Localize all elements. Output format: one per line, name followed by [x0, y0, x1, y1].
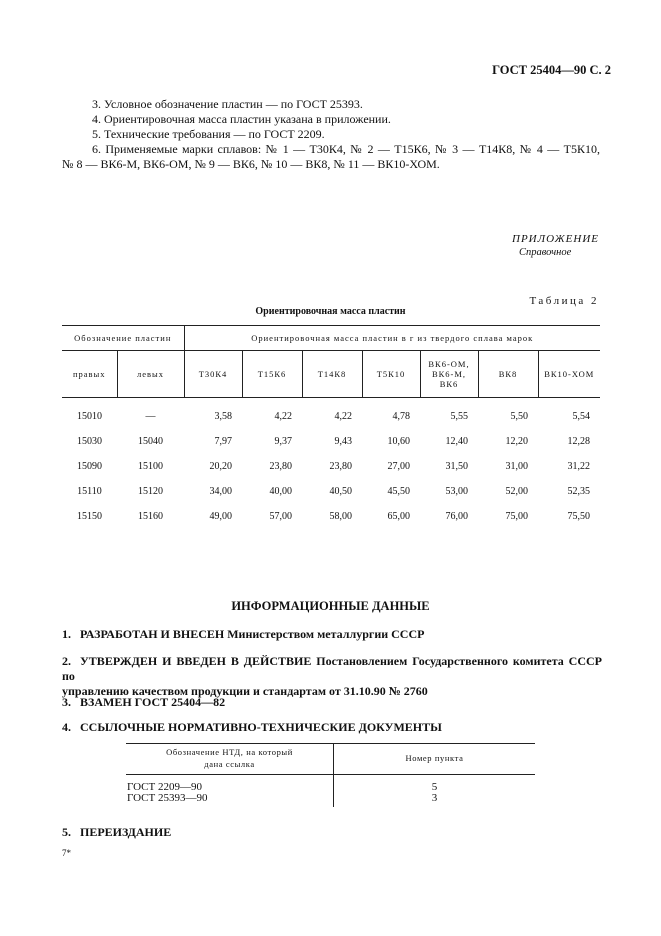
table-cell: ГОСТ 25393—90	[126, 793, 334, 807]
table-cell: 7,97	[214, 436, 232, 447]
info-item-number: 2.	[62, 654, 71, 668]
table-cell: 45,50	[387, 486, 410, 497]
info-item-text: ВЗАМЕН ГОСТ 25404—82	[80, 695, 226, 709]
ntd-col-header-line-1: Обозначение НТД, на который	[166, 747, 293, 757]
table-cell: 76,00	[445, 511, 468, 522]
col-header-vk10: ВК10-ХОМ	[538, 351, 600, 398]
info-item-number: 3.	[62, 695, 71, 709]
info-item-4	[62, 720, 602, 735]
table-cell: 27,00	[387, 461, 410, 472]
appendix-subtitle: Справочное	[519, 247, 572, 258]
col-header-t5k10: Т5К10	[362, 351, 420, 398]
info-item-number: 4.	[62, 720, 71, 734]
table-cell: 15120	[138, 486, 163, 497]
info-item-text-line-2: управлению качеством продукции и стандартам от 31.10.90 № 2760	[62, 684, 428, 698]
table-cell: 5,50	[510, 411, 528, 422]
table-cell: 15090	[77, 461, 102, 472]
table-cell: 58,00	[329, 511, 352, 522]
table-cell: 65,00	[387, 511, 410, 522]
info-section-title: ИНФОРМАЦИОННЫЕ ДАННЫЕ	[231, 599, 430, 613]
info-item-text: ССЫЛОЧНЫЕ НОРМАТИВНО-ТЕХНИЧЕСКИЕ ДОКУМЕНТЫ	[80, 720, 442, 734]
table-row	[62, 429, 600, 454]
ntd-col-header-clause: Номер пункта	[334, 744, 536, 775]
info-item-5	[62, 825, 602, 840]
footnote: 7*	[62, 848, 71, 858]
mass-table	[62, 325, 600, 529]
page-header: ГОСТ 25404—90 С. 2	[492, 63, 611, 77]
table-cell: 3,58	[214, 411, 232, 422]
table-cell: 75,00	[505, 511, 528, 522]
table-row	[126, 775, 535, 794]
table-cell: 40,50	[329, 486, 352, 497]
table-cell: 15160	[138, 511, 163, 522]
paragraph-6-line-1: 6. Применяемые марки сплавов: № 1 — Т30К4, № 2 — Т15К6, № 3 — Т14К8, № 4 — Т5К10,	[92, 142, 600, 156]
table-cell: 15100	[138, 461, 163, 472]
table-cell: 75,50	[567, 511, 590, 522]
paragraph-3: 3. Условное обозначение пластин — по ГОСТ 25393.	[92, 97, 363, 111]
info-item-2	[62, 654, 602, 699]
info-item-number: 1.	[62, 627, 71, 641]
ntd-col-header-document	[126, 744, 334, 775]
table-cell: —	[145, 411, 156, 422]
table-cell: 9,37	[274, 436, 292, 447]
table-cell: 12,40	[445, 436, 468, 447]
table-row	[62, 479, 600, 504]
table-cell: 31,22	[567, 461, 590, 472]
table-cell: 4,22	[334, 411, 352, 422]
table-cell: 15040	[138, 436, 163, 447]
info-item-text: РАЗРАБОТАН И ВНЕСЕН Министерством металлургии СССР	[80, 627, 425, 641]
table-cell: 15010	[77, 411, 102, 422]
table-cell: 9,43	[334, 436, 352, 447]
col-header-vk6: ВК6-ОМ, ВК6-М, ВК6	[420, 351, 478, 398]
table-cell: 10,60	[387, 436, 410, 447]
table-cell: 52,35	[567, 486, 590, 497]
group-header-mass: Ориентировочная масса пластин в г из твердого сплава марок	[184, 326, 600, 351]
table-cell: 23,80	[329, 461, 352, 472]
table-cell: 57,00	[269, 511, 292, 522]
table-cell: 31,00	[505, 461, 528, 472]
table-title: Ориентировочная масса пластин	[255, 306, 406, 317]
ntd-col-header-line-2: дана ссылка	[204, 759, 255, 769]
col-header-t14k8: Т14К8	[302, 351, 362, 398]
table-row	[62, 454, 600, 479]
table-cell: 15030	[77, 436, 102, 447]
table-cell: 5	[431, 781, 438, 793]
table-cell: 12,20	[505, 436, 528, 447]
table-cell: 31,50	[445, 461, 468, 472]
paragraph-6	[62, 142, 600, 172]
info-item-number: 5.	[62, 825, 71, 839]
info-item-text-line-1: УТВЕРЖДЕН И ВВЕДЕН В ДЕЙСТВИЕ Постановлением Государственного комитета СССР по	[62, 654, 602, 683]
table-cell: 12,28	[567, 436, 590, 447]
reference-documents-table	[126, 743, 535, 807]
table-row	[62, 398, 600, 430]
table-cell: 3	[431, 792, 438, 804]
paragraph-5: 5. Технические требования — по ГОСТ 2209.	[92, 127, 325, 141]
paragraph-6-line-2: № 8 — ВК6-М, ВК6-ОМ, № 9 — ВК6, № 10 — ВК8, № 11 — ВК10-ХОМ.	[62, 157, 440, 171]
paragraph-4: 4. Ориентировочная масса пластин указана в приложении.	[92, 112, 391, 126]
table-row	[126, 793, 535, 807]
table-cell: 4,22	[274, 411, 292, 422]
col-header-left: левых	[117, 351, 184, 398]
appendix-title: ПРИЛОЖЕНИЕ	[512, 233, 599, 245]
table-cell: 15150	[77, 511, 102, 522]
table-cell: 5,55	[450, 411, 468, 422]
info-item-text: ПЕРЕИЗДАНИЕ	[80, 825, 172, 839]
table-cell: ГОСТ 2209—90	[126, 775, 334, 794]
table-cell: 23,80	[269, 461, 292, 472]
table-row	[62, 504, 600, 529]
col-header-t30k4: Т30К4	[184, 351, 242, 398]
table-number: Таблица 2	[529, 295, 599, 307]
info-item-1	[62, 627, 602, 642]
col-header-right: правых	[62, 351, 117, 398]
table-cell: 49,00	[209, 511, 232, 522]
table-cell: 5,54	[572, 411, 590, 422]
table-cell: 4,78	[392, 411, 410, 422]
table-cell: 53,00	[445, 486, 468, 497]
table-cell: 15110	[77, 486, 102, 497]
table-cell: 20,20	[209, 461, 232, 472]
col-header-t15k6: Т15К6	[242, 351, 302, 398]
col-header-vk8: ВК8	[478, 351, 538, 398]
info-item-3	[62, 695, 602, 710]
table-cell: 40,00	[269, 486, 292, 497]
table-cell: 34,00	[209, 486, 232, 497]
group-header-designation: Обозначение пластин	[62, 326, 184, 351]
table-cell: 52,00	[505, 486, 528, 497]
